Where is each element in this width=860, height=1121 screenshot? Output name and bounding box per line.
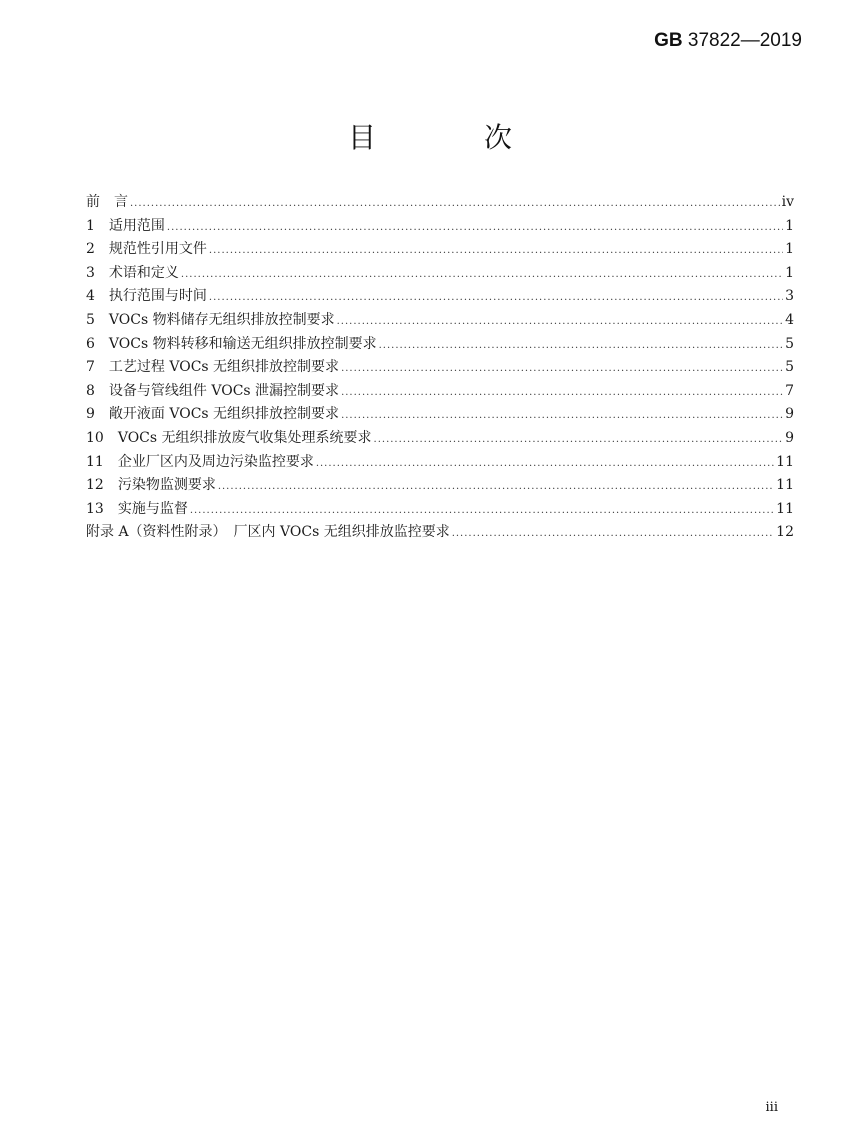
toc-leader-dots: [337, 310, 783, 334]
toc-label: VOCs 物料储存无组织排放控制要求: [108, 311, 335, 328]
toc-label: 附录 A（资料性附录） 厂区内 VOCs 无组织排放监控要求: [86, 524, 450, 541]
toc-number: 前: [86, 194, 114, 210]
toc-leader-dots: [374, 428, 784, 452]
toc-leader-dots: [190, 499, 774, 523]
toc-entry-6[interactable]: [86, 333, 794, 357]
toc-number: 1: [86, 217, 109, 234]
toc-number: 4: [86, 288, 109, 305]
toc-label: 实施与监督: [117, 500, 188, 517]
toc-number: 3: [86, 264, 109, 281]
toc-leader-dots: [209, 239, 783, 263]
toc-page: 1: [785, 217, 794, 234]
toc-leader-dots: [167, 216, 783, 240]
toc-page: 11: [776, 500, 794, 517]
toc-entry-9[interactable]: [86, 403, 794, 427]
toc-page: 11: [776, 453, 794, 470]
standard-code-number: 37822—2019: [687, 30, 802, 51]
toc-leader-dots: [316, 452, 774, 476]
toc-entry-foreword[interactable]: [86, 191, 794, 215]
standard-code: [654, 30, 802, 52]
toc-entry-8[interactable]: [86, 380, 794, 404]
toc-number: 9: [86, 406, 109, 423]
toc-page: 4: [785, 311, 794, 328]
toc-label: 设备与管线组件 VOCs 泄漏控制要求: [108, 382, 340, 399]
toc-page: 11: [776, 477, 794, 494]
toc-entry-7[interactable]: [86, 356, 794, 380]
page-number: iii: [765, 1100, 778, 1115]
toc-label: 术语和定义: [108, 264, 179, 281]
toc-entry-appendix-a[interactable]: [86, 521, 794, 545]
toc-entry-3[interactable]: [86, 262, 794, 286]
toc-page: 9: [785, 406, 794, 423]
toc-entry-10[interactable]: [86, 427, 794, 451]
toc-number: 13: [86, 500, 118, 517]
toc-page: 5: [785, 359, 794, 376]
toc-page: 9: [785, 429, 794, 446]
toc-page: 12: [776, 524, 794, 541]
toc-leader-dots: [209, 286, 783, 310]
toc-number: 10: [86, 429, 118, 446]
toc-number: 11: [86, 453, 118, 470]
toc-number: 8: [86, 382, 109, 399]
toc-leader-dots: [452, 522, 774, 546]
toc-label: 敞开液面 VOCs 无组织排放控制要求: [108, 406, 340, 423]
toc-page: 1: [785, 241, 794, 258]
toc-entry-13[interactable]: [86, 498, 794, 522]
toc-entry-12[interactable]: [86, 474, 794, 498]
toc-number: 7: [86, 359, 109, 376]
page-title: 目 次: [347, 121, 552, 154]
toc-entry-11[interactable]: [86, 451, 794, 475]
toc-page: 5: [785, 335, 794, 352]
table-of-contents: [86, 191, 794, 545]
toc-label: 适用范围: [108, 217, 165, 234]
toc-entry-1[interactable]: [86, 215, 794, 239]
toc-leader-dots: [181, 263, 783, 287]
toc-page: 1: [785, 264, 794, 281]
toc-entry-5[interactable]: [86, 309, 794, 333]
toc-label: 执行范围与时间: [108, 288, 207, 305]
toc-page: 3: [785, 288, 794, 305]
toc-number: 2: [86, 241, 109, 258]
toc-number: 12: [86, 477, 118, 494]
toc-page: iv: [781, 194, 794, 210]
toc-label: VOCs 物料转移和输送无组织排放控制要求: [108, 335, 377, 352]
toc-label: 规范性引用文件: [108, 241, 207, 258]
toc-leader-dots: [341, 381, 783, 405]
toc-entry-2[interactable]: [86, 238, 794, 262]
standard-code-prefix: GB: [654, 30, 683, 51]
toc-leader-dots: [379, 334, 783, 358]
toc-label: 言: [114, 194, 128, 210]
toc-label: 企业厂区内及周边污染监控要求: [117, 453, 314, 470]
toc-label: 污染物监测要求: [117, 477, 216, 494]
toc-label: 工艺过程 VOCs 无组织排放控制要求: [108, 359, 340, 376]
toc-entry-4[interactable]: [86, 285, 794, 309]
toc-number: 5: [86, 311, 109, 328]
toc-leader-dots: [218, 475, 774, 499]
toc-leader-dots: [341, 404, 783, 428]
toc-number: 6: [86, 335, 109, 352]
toc-leader-dots: [130, 192, 780, 216]
toc-page: 7: [785, 382, 794, 399]
toc-label: VOCs 无组织排放废气收集处理系统要求: [117, 429, 372, 446]
toc-leader-dots: [341, 357, 783, 381]
